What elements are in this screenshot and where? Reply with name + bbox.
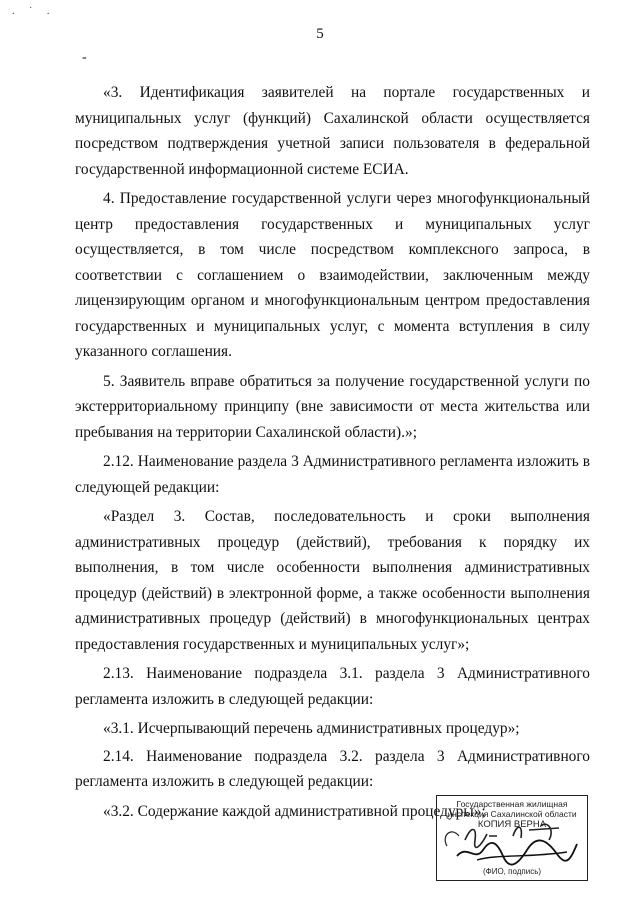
stamp-fio-label: (ФИО, подпись) <box>482 867 542 876</box>
paragraph-3-2: «3.2. Содержание каждой административной процедуры»; <box>103 802 486 820</box>
paragraph-2-14: 2.14. Наименование подраздела 3.2. раздела 3 Административного регламента изложить в следующей редакции: <box>75 747 590 790</box>
paragraph-2-12: 2.12. Наименование раздела 3 Административного регламента изложить в следующей редакции: <box>75 453 590 496</box>
paragraph-3-1: «3.1. Исчерпывающий перечень административных процедур»; <box>103 720 520 737</box>
stamp-copy-label: КОПИЯ ВЕРНА <box>477 819 547 830</box>
paragraph-5-extraterritorial: 5. Заявитель вправе обратиться за получение государственной услуги по экстерриториальному принципу (вне зависимости от места жительства или пребывания на территории Сахалинской области).»; <box>75 372 590 441</box>
paragraph-2-13: 2.13. Наименование подраздела 3.1. раздела 3 Административного регламента изложить в следующей редакции: <box>75 665 590 708</box>
document-body <box>75 80 590 826</box>
paragraph-3-identification: «3. Идентификация заявителей на портале государственных и муниципальных услуг (функций) Сахалинской области осуществляется посредством подтверждения учетной записи пользователя в федеральной государственной информационной системе ЕСИА. <box>75 84 590 178</box>
paragraph-4-mfc: 4. Предоставление государственной услуги через многофункциональный центр предоставления государственных и муниципальных услуг осуществляется, в том числе посредством комплексного запроса, в соответствии с соглашением о взаимодействии, заключенным между лицензирующим органом и многофункциональным центром предоставления государственных и муниципальных услуг, с момента вступления в силу указанного соглашения. <box>75 190 590 360</box>
stamp-org-line1: Государственная жилищная <box>456 799 568 809</box>
dash-mark: - <box>82 50 87 65</box>
stamp-org-line2: инспекция Сахалинской области <box>447 809 577 819</box>
scan-artifact-marks: . ˙ . <box>12 6 56 17</box>
certification-stamp <box>436 795 588 881</box>
page-number: 5 <box>316 26 324 42</box>
paragraph-section-3-title: «Раздел 3. Состав, последовательность и сроки выполнения административных процедур (действий), требования к порядку их выполнения, в том числе особенности выполнения административных процедур (действий) в электронной форме, а также особенности выполнения административных процедур (действий) в многофункциональных центрах предоставления государственных и муниципальных услуг»; <box>75 508 590 653</box>
